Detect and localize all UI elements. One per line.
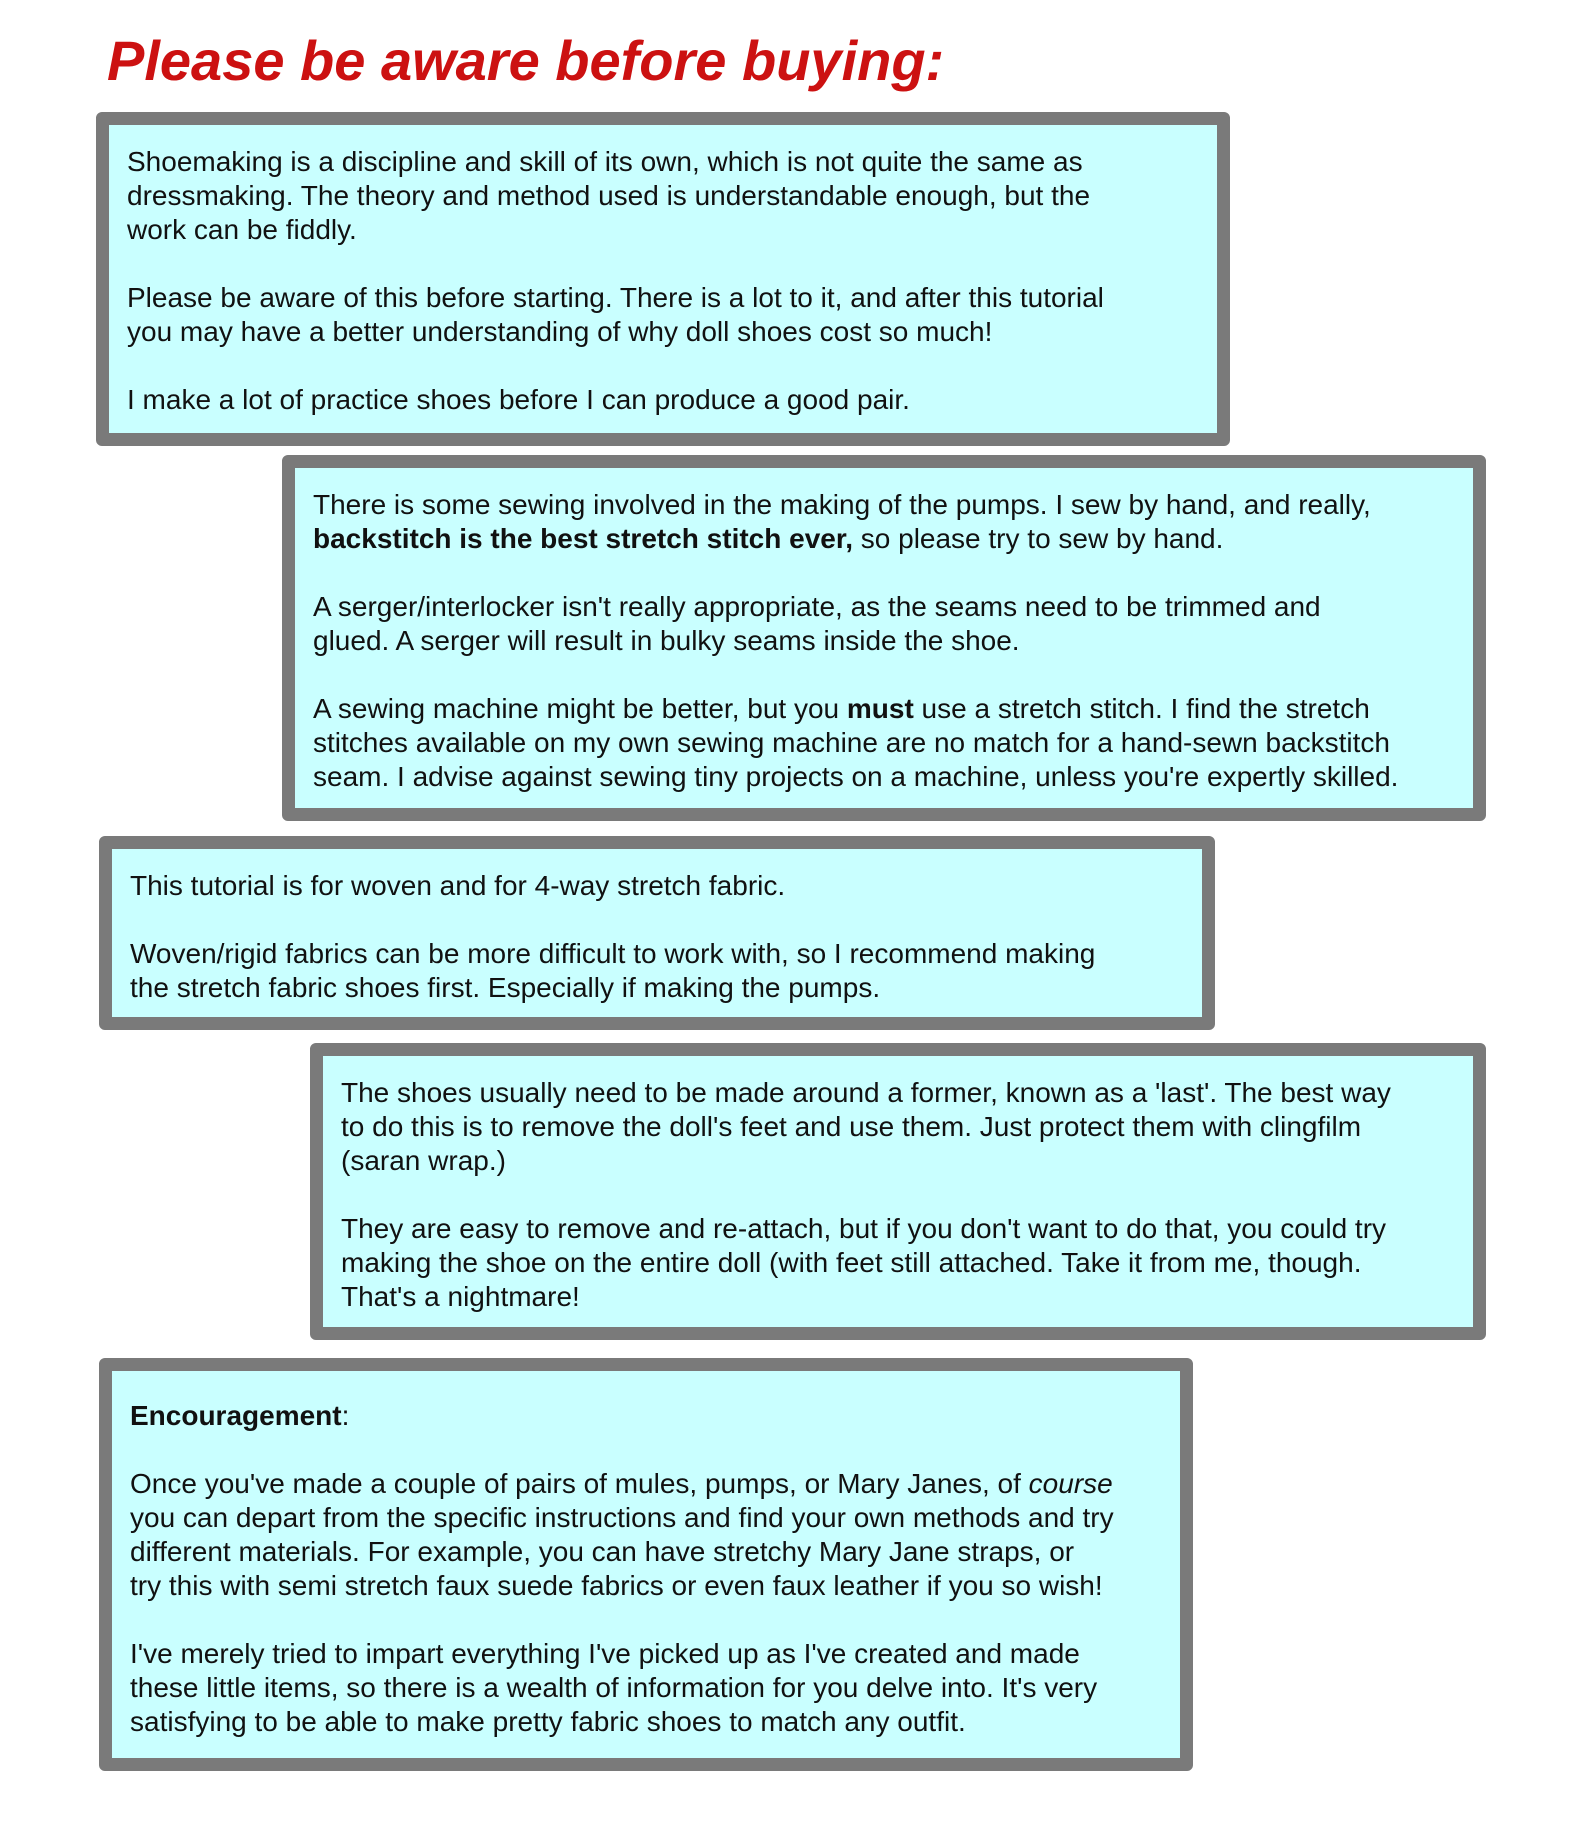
info-box-shoemaking-skill — [96, 112, 1230, 446]
paragraph — [313, 488, 1455, 556]
text-line: the stretch fabric shoes first. Especially if making the pumps. — [130, 972, 881, 1003]
info-box-last — [310, 1043, 1486, 1340]
text-line: (saran wrap.) — [341, 1145, 506, 1176]
text-line: different materials. For example, you can have stretchy Mary Jane straps, or — [130, 1536, 1075, 1567]
italic-text: course — [1028, 1468, 1113, 1499]
box-heading — [130, 1399, 1162, 1433]
page-title: Please be aware before buying: — [107, 29, 945, 92]
paragraph — [130, 869, 1184, 903]
paragraph — [130, 937, 1184, 1005]
text-run: A sewing machine might be better, but you — [313, 693, 847, 724]
text-line: glued. A serger will result in bulky seams inside the shoe. — [313, 625, 1020, 656]
text-line: This tutorial is for woven and for 4-way stretch fabric. — [130, 870, 786, 901]
text-line: satisfying to be able to make pretty fabric shoes to match any outfit. — [130, 1706, 966, 1737]
text-line: The shoes usually need to be made around a former, known as a 'last'. The best way — [341, 1077, 1391, 1108]
paragraph — [341, 1076, 1455, 1178]
text-line: work can be fiddly. — [127, 214, 357, 245]
bold-text: backstitch is the best stretch stitch ever, — [313, 523, 853, 554]
paragraph — [313, 590, 1455, 658]
text-line: There is some sewing involved in the making of the pumps. I sew by hand, and really, — [313, 489, 1371, 520]
text-run: so please try to sew by hand. — [852, 523, 1224, 554]
text-line: Please be aware of this before starting. There is a lot to it, and after this tutorial — [127, 282, 1104, 313]
text-line: you may have a better understanding of why doll shoes cost so much! — [127, 316, 993, 347]
text-line: try this with semi stretch faux suede fabrics or even faux leather if you so wish! — [130, 1570, 1103, 1601]
text-run: Once you've made a couple of pairs of mules, pumps, or Mary Janes, of — [130, 1468, 1029, 1499]
text-line: to do this is to remove the doll's feet and use them. Just protect them with clingfilm — [341, 1111, 1362, 1142]
text-line: Woven/rigid fabrics can be more difficult to work with, so I recommend making — [130, 938, 1096, 969]
info-box-fabric — [99, 836, 1215, 1030]
paragraph — [313, 692, 1455, 794]
info-box-sewing — [282, 455, 1486, 821]
text-line: A serger/interlocker isn't really appropriate, as the seams need to be trimmed and — [313, 591, 1321, 622]
info-box-encouragement — [99, 1358, 1193, 1771]
text-line: I've merely tried to impart everything I've picked up as I've created and made — [130, 1638, 1080, 1669]
text-line: these little items, so there is a wealth of information for you delve into. It's very — [130, 1672, 1098, 1703]
text-line — [130, 1467, 1162, 1501]
text-line: stitches available on my own sewing machine are no match for a hand-sewn backstitch — [313, 727, 1390, 758]
text-line: you can depart from the specific instructions and find your own methods and try — [130, 1502, 1114, 1533]
paragraph — [127, 383, 1199, 417]
text-line: dressmaking. The theory and method used is understandable enough, but the — [127, 180, 1091, 211]
text-line: making the shoe on the entire doll (with feet still attached. Take it from me, though. — [341, 1247, 1362, 1278]
text-run: use a stretch stitch. I find the stretch — [913, 693, 1370, 724]
paragraph — [130, 1637, 1162, 1739]
text-line: Shoemaking is a discipline and skill of its own, which is not quite the same as — [127, 146, 1083, 177]
text-line — [313, 522, 1455, 556]
bold-text: must — [846, 693, 914, 724]
paragraph — [341, 1212, 1455, 1314]
text-line: That's a nightmare! — [341, 1281, 580, 1312]
paragraph — [127, 145, 1199, 247]
paragraph — [127, 281, 1199, 349]
paragraph — [130, 1467, 1162, 1603]
text-line: I make a lot of practice shoes before I can produce a good pair. — [127, 384, 910, 415]
bold-text: Encouragement — [130, 1400, 342, 1431]
text-line: They are easy to remove and re-attach, but if you don't want to do that, you could try — [341, 1213, 1387, 1244]
text-line — [313, 692, 1455, 726]
text-line — [130, 1399, 1162, 1433]
text-line: seam. I advise against sewing tiny projects on a machine, unless you're expertly skilled. — [313, 761, 1399, 792]
text-run: : — [341, 1400, 350, 1431]
